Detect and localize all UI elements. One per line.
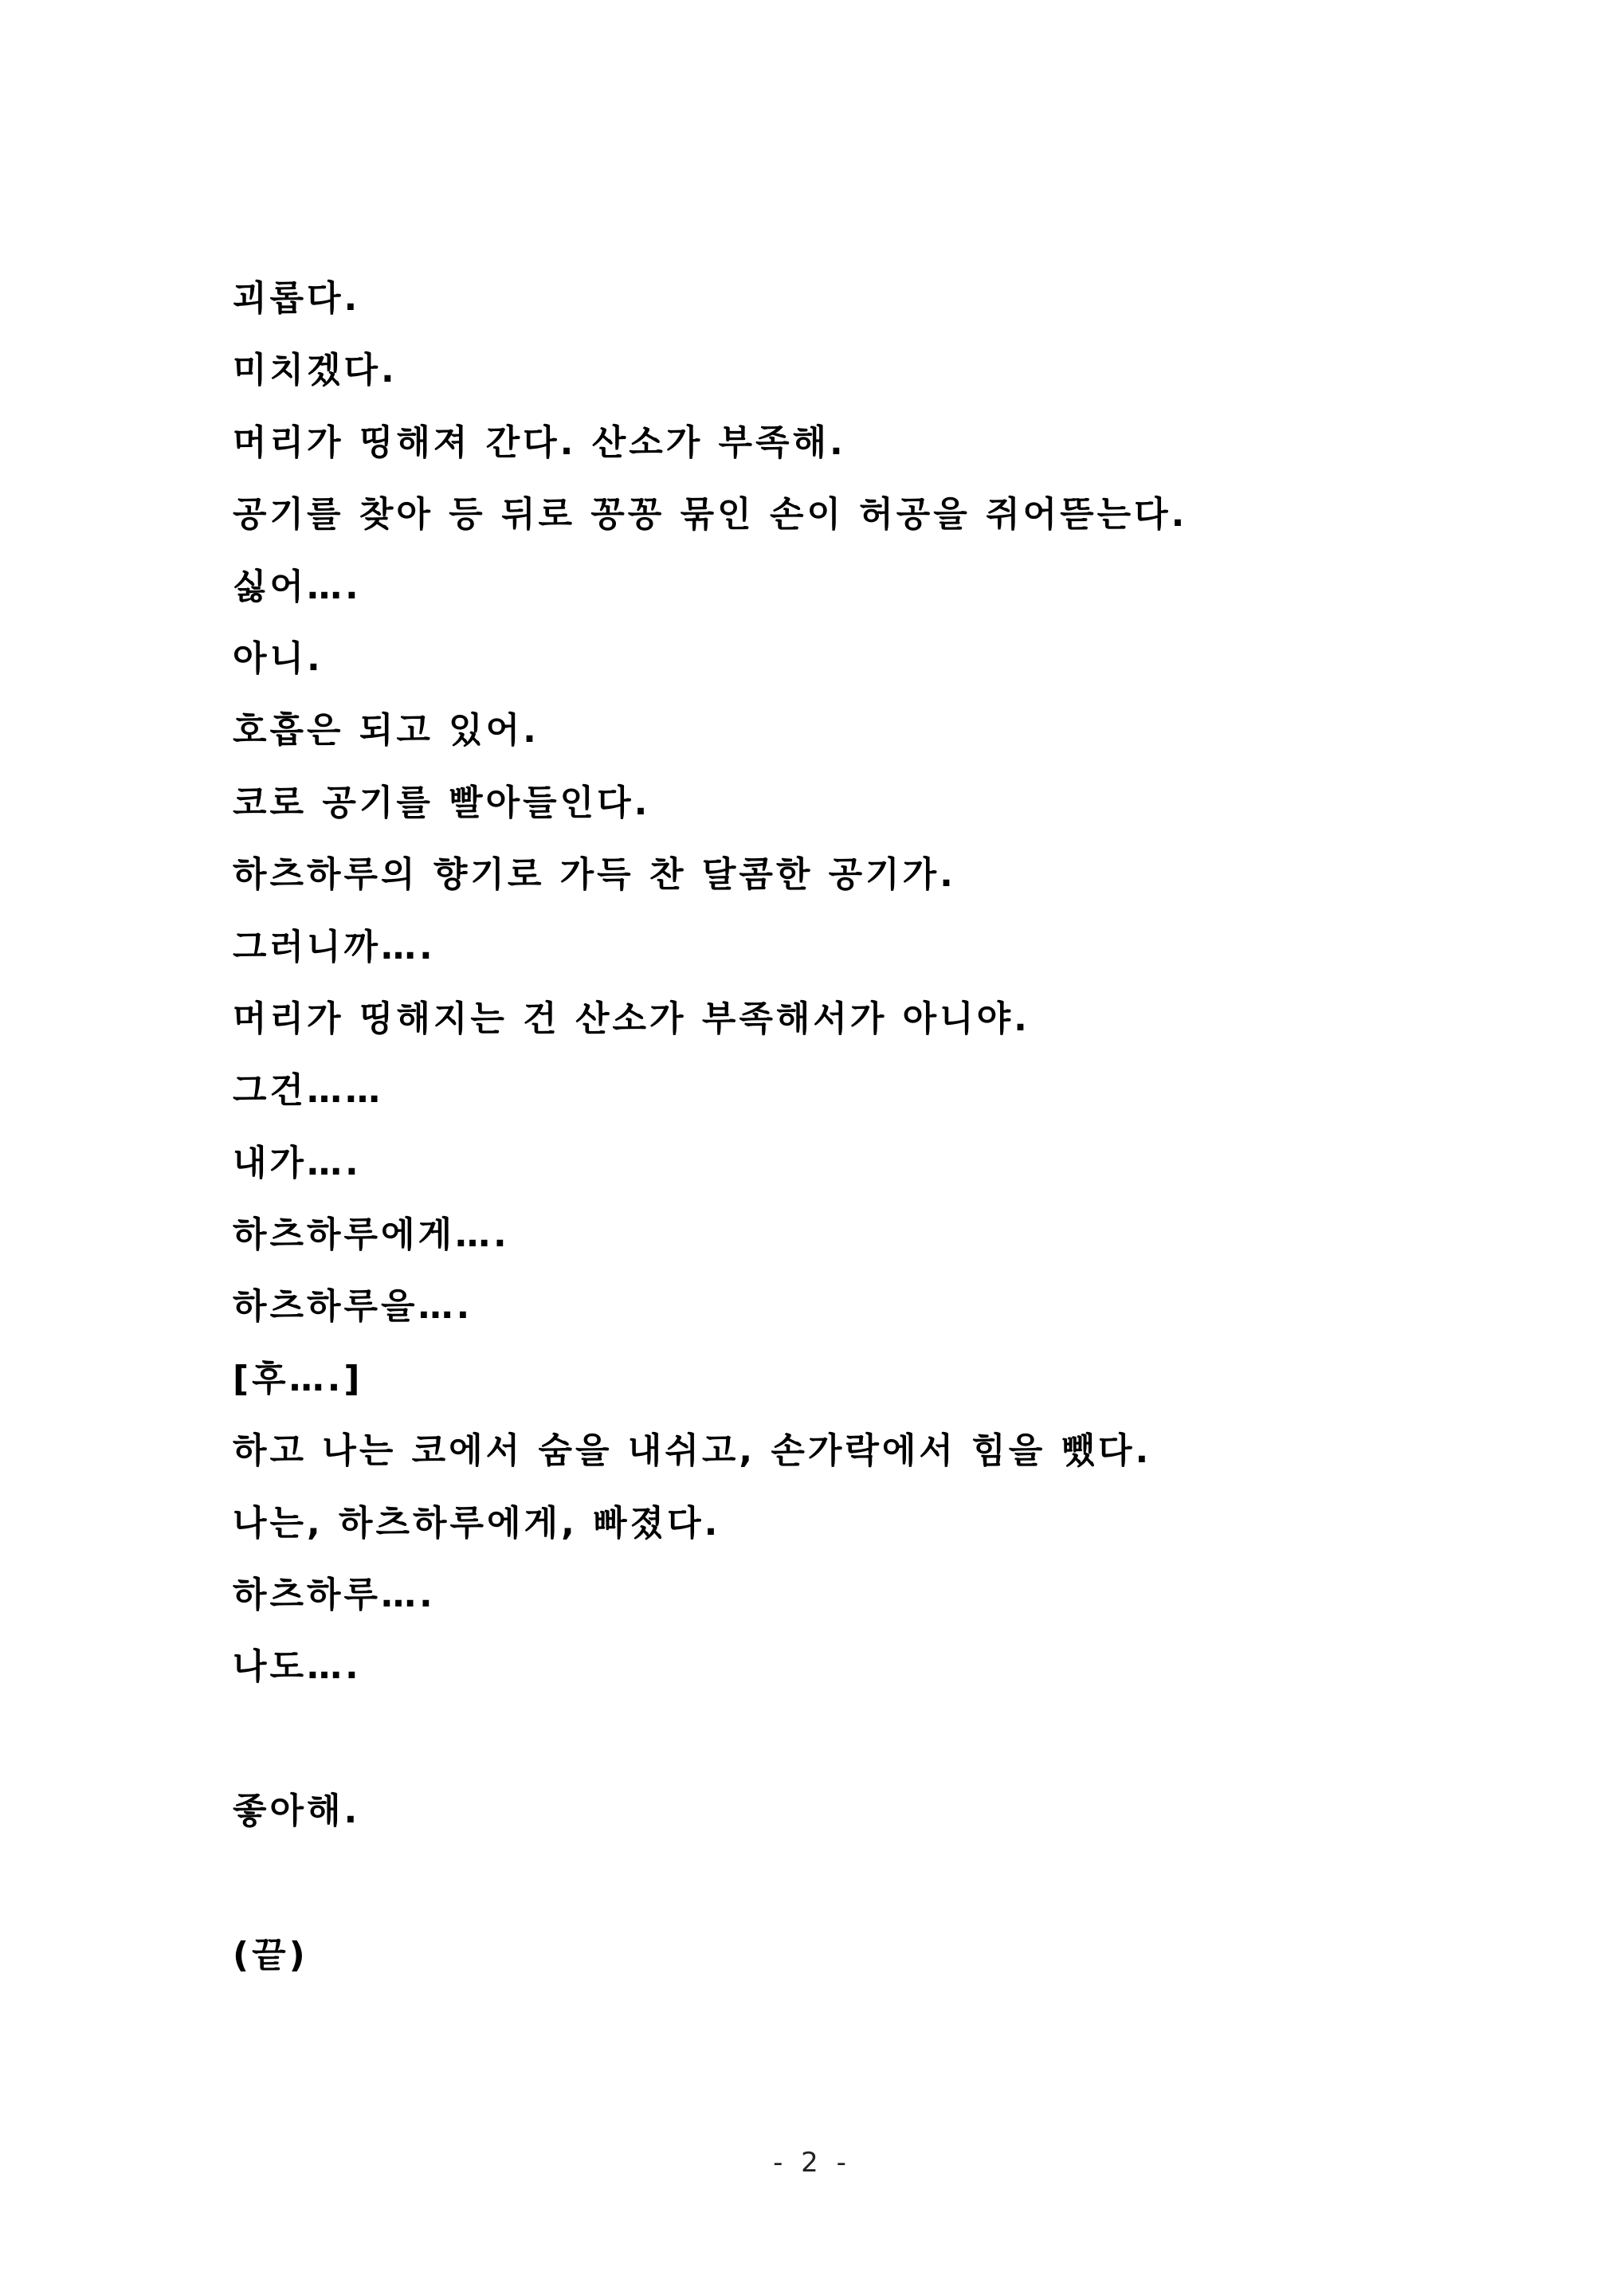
text-line: 코로 공기를 빨아들인다. [233,782,651,823]
text-line: [후….] [233,1358,363,1399]
text-line: 하츠하루에게…. [233,1214,510,1256]
text-line: 호흡은 되고 있어. [233,710,539,751]
text-line: 머리가 띵해지는 건 산소가 부족해서가 아니야. [233,998,1030,1039]
blank-line [233,1704,1428,1775]
text-line: 하츠하루을…. [233,1286,473,1328]
text-line: 아니. [233,638,324,679]
text-line: 괴롭다. [233,278,361,319]
text-line: 하고 나는 코에서 숨을 내쉬고, 손가락에서 힘을 뺐다. [233,1430,1152,1472]
page-number: - 2 - [773,2147,851,2179]
text-line: 나는, 하츠하루에게, 빠졌다. [233,1502,721,1544]
text-line: 좋아해. [233,1791,361,1832]
end-marker: (끝) [233,1934,308,1975]
text-line: 그건…… [233,1070,384,1112]
blank-line [233,1848,1428,1920]
text-line: 머리가 띵해져 간다. 산소가 부족해. [233,422,846,463]
text-line: 내가…. [233,1142,362,1183]
text-line: 하츠하루의 향기로 가득 찬 달콤한 공기가. [233,854,956,896]
text-line: 그러니까…. [233,926,436,967]
text-line: 싫어…. [233,566,362,607]
text-line: 하츠하루…. [233,1575,436,1616]
text-line: 미치겠다. [233,350,398,391]
text-line: 나도…. [233,1646,362,1688]
text-line: 공기를 찾아 등 뒤로 꽁꽁 묶인 손이 허공을 쥐어뜯는다. [233,494,1188,536]
document-body [233,263,1428,1991]
